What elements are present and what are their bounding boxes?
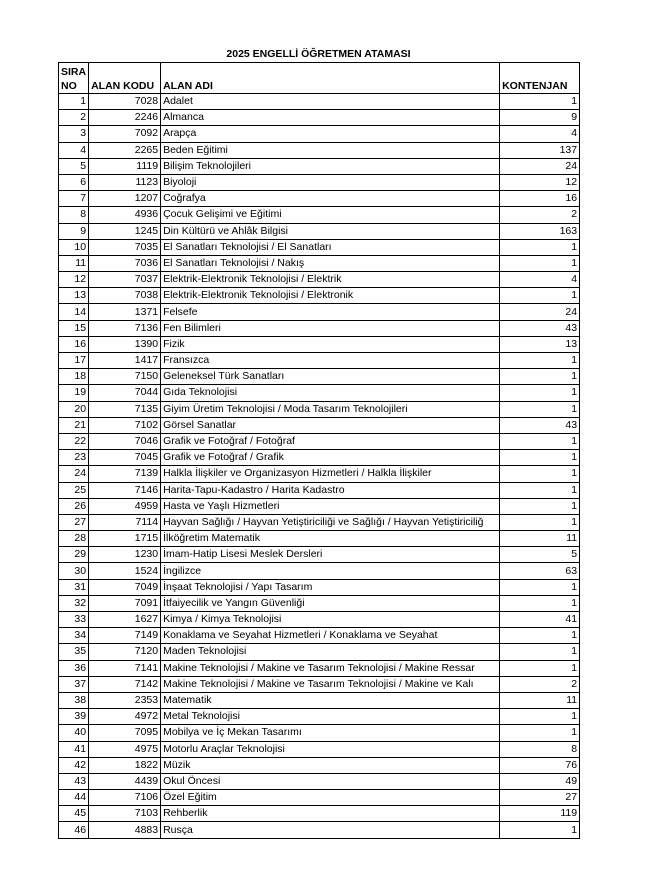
row-sira-no: 30 [59,563,89,579]
row-kontenjan: 1 [500,498,580,514]
row-alan-adi: Harita-Tapu-Kadastro / Harita Kadastro [161,482,500,498]
row-alan-kodu: 7146 [89,482,161,498]
row-alan-adi: Beden Eğitimi [161,142,500,158]
row-alan-kodu: 1390 [89,336,161,352]
header-row [59,63,580,94]
row-alan-kodu: 7049 [89,579,161,595]
row-alan-adi: Metal Teknolojisi [161,709,500,725]
row-alan-adi: Mobilya ve İç Mekan Tasarımı [161,725,500,741]
table-row [59,563,580,579]
table-row [59,709,580,725]
table-row [59,822,580,838]
row-alan-adi: Bilişim Teknolojileri [161,158,500,174]
row-alan-kodu: 1245 [89,223,161,239]
row-kontenjan: 27 [500,790,580,806]
row-sira-no: 5 [59,158,89,174]
row-kontenjan: 5 [500,547,580,563]
table-row [59,174,580,190]
row-alan-adi: Fen Bilimleri [161,320,500,336]
row-alan-kodu: 7135 [89,401,161,417]
table-row [59,433,580,449]
row-alan-adi: Giyim Üretim Teknolojisi / Moda Tasarım Teknolojileri [161,401,500,417]
row-sira-no: 2 [59,110,89,126]
table-row [59,595,580,611]
row-sira-no: 15 [59,320,89,336]
row-alan-adi: İnşaat Teknolojisi / Yapı Tasarım [161,579,500,595]
table-row [59,142,580,158]
table-row [59,660,580,676]
row-alan-adi: Hasta ve Yaşlı Hizmetleri [161,498,500,514]
header-kontenjan: KONTENJAN [500,63,580,94]
row-sira-no: 3 [59,126,89,142]
row-alan-kodu: 1822 [89,757,161,773]
row-alan-kodu: 7136 [89,320,161,336]
row-sira-no: 7 [59,191,89,207]
table-row [59,272,580,288]
table-row [59,207,580,223]
row-alan-adi: Motorlu Araçlar Teknolojisi [161,741,500,757]
table-row [59,110,580,126]
row-sira-no: 1 [59,94,89,110]
row-kontenjan: 1 [500,353,580,369]
table-row [59,239,580,255]
row-kontenjan: 76 [500,757,580,773]
row-kontenjan: 1 [500,725,580,741]
row-kontenjan: 24 [500,304,580,320]
row-sira-no: 9 [59,223,89,239]
table-row [59,612,580,628]
row-alan-kodu: 4975 [89,741,161,757]
row-kontenjan: 12 [500,174,580,190]
row-sira-no: 23 [59,450,89,466]
row-kontenjan: 119 [500,806,580,822]
row-sira-no: 24 [59,466,89,482]
row-kontenjan: 43 [500,417,580,433]
row-sira-no: 21 [59,417,89,433]
row-sira-no: 14 [59,304,89,320]
row-alan-kodu: 4936 [89,207,161,223]
row-alan-adi: Felsefe [161,304,500,320]
row-kontenjan: 24 [500,158,580,174]
table-row [59,790,580,806]
row-alan-kodu: 4883 [89,822,161,838]
row-kontenjan: 1 [500,628,580,644]
row-kontenjan: 1 [500,822,580,838]
table-row [59,450,580,466]
row-alan-kodu: 7141 [89,660,161,676]
row-alan-adi: Makine Teknolojisi / Makine ve Tasarım Teknolojisi / Makine Ressar [161,660,500,676]
row-kontenjan: 1 [500,595,580,611]
row-alan-adi: Grafik ve Fotoğraf / Fotoğraf [161,433,500,449]
row-alan-adi: Okul Öncesi [161,773,500,789]
row-alan-kodu: 7106 [89,790,161,806]
row-kontenjan: 4 [500,272,580,288]
row-sira-no: 45 [59,806,89,822]
document-title: 2025 ENGELLİ ÖĞRETMEN ATAMASI [226,48,411,60]
row-kontenjan: 13 [500,336,580,352]
table-row [59,336,580,352]
table-row [59,466,580,482]
row-alan-adi: Çocuk Gelişimi ve Eğitimi [161,207,500,223]
row-sira-no: 12 [59,272,89,288]
row-alan-kodu: 2353 [89,692,161,708]
row-kontenjan: 1 [500,579,580,595]
table-row [59,741,580,757]
row-sira-no: 13 [59,288,89,304]
table-row [59,531,580,547]
header-no-label: NO [61,80,77,92]
row-alan-adi: Biyoloji [161,174,500,190]
table-row [59,773,580,789]
row-alan-adi: Grafik ve Fotoğraf / Grafik [161,450,500,466]
row-kontenjan: 1 [500,94,580,110]
row-alan-adi: Halkla İlişkiler ve Organizasyon Hizmetleri / Halkla İlişkiler [161,466,500,482]
row-alan-adi: Kimya / Kimya Teknolojisi [161,612,500,628]
row-sira-no: 38 [59,692,89,708]
row-kontenjan: 2 [500,676,580,692]
row-alan-adi: İmam-Hatip Lisesi Meslek Dersleri [161,547,500,563]
row-alan-kodu: 7092 [89,126,161,142]
row-alan-adi: İngilizce [161,563,500,579]
table-row [59,401,580,417]
row-alan-adi: Adalet [161,94,500,110]
row-alan-kodu: 1119 [89,158,161,174]
row-alan-adi: Almanca [161,110,500,126]
header-alan-kodu: ALAN KODU [89,63,161,94]
row-sira-no: 16 [59,336,89,352]
row-alan-kodu: 4959 [89,498,161,514]
row-alan-kodu: 7095 [89,725,161,741]
row-alan-kodu: 7046 [89,433,161,449]
table-body [59,94,580,839]
table-row [59,725,580,741]
row-kontenjan: 1 [500,401,580,417]
row-kontenjan: 49 [500,773,580,789]
table-row [59,94,580,110]
table-row [59,482,580,498]
row-alan-adi: Din Kültürü ve Ahlâk Bilgisi [161,223,500,239]
row-kontenjan: 1 [500,288,580,304]
row-kontenjan: 1 [500,369,580,385]
row-sira-no: 19 [59,385,89,401]
row-alan-adi: İlköğretim Matematik [161,531,500,547]
row-kontenjan: 41 [500,612,580,628]
row-sira-no: 35 [59,644,89,660]
row-sira-no: 31 [59,579,89,595]
row-alan-adi: Rusça [161,822,500,838]
table-row [59,385,580,401]
row-alan-kodu: 2246 [89,110,161,126]
row-kontenjan: 1 [500,466,580,482]
row-alan-kodu: 1230 [89,547,161,563]
row-kontenjan: 9 [500,110,580,126]
row-kontenjan: 1 [500,514,580,530]
table-row [59,417,580,433]
row-kontenjan: 137 [500,142,580,158]
row-alan-kodu: 7035 [89,239,161,255]
row-alan-adi: İtfaiyecilik ve Yangın Güvenliği [161,595,500,611]
row-alan-kodu: 1371 [89,304,161,320]
row-kontenjan: 1 [500,450,580,466]
row-alan-kodu: 1417 [89,353,161,369]
row-alan-kodu: 1123 [89,174,161,190]
row-alan-kodu: 1627 [89,612,161,628]
row-sira-no: 27 [59,514,89,530]
row-kontenjan: 1 [500,709,580,725]
row-sira-no: 22 [59,433,89,449]
row-sira-no: 36 [59,660,89,676]
row-sira-no: 34 [59,628,89,644]
row-alan-kodu: 7037 [89,272,161,288]
row-alan-kodu: 4439 [89,773,161,789]
row-sira-no: 39 [59,709,89,725]
row-alan-adi: El Sanatları Teknolojisi / El Sanatları [161,239,500,255]
allocation-table [58,62,580,839]
row-alan-kodu: 4972 [89,709,161,725]
row-kontenjan: 1 [500,239,580,255]
row-sira-no: 6 [59,174,89,190]
row-alan-kodu: 7028 [89,94,161,110]
row-alan-adi: Fizik [161,336,500,352]
table-row [59,757,580,773]
row-alan-kodu: 7091 [89,595,161,611]
row-alan-kodu: 7142 [89,676,161,692]
row-alan-adi: Elektrik-Elektronik Teknolojisi / Elektrik [161,272,500,288]
row-kontenjan: 11 [500,692,580,708]
row-kontenjan: 11 [500,531,580,547]
row-alan-kodu: 1524 [89,563,161,579]
row-alan-adi: Rehberlik [161,806,500,822]
header-sira-label: SIRA [61,66,87,78]
row-sira-no: 29 [59,547,89,563]
row-alan-adi: Arapça [161,126,500,142]
row-kontenjan: 43 [500,320,580,336]
row-alan-kodu: 7149 [89,628,161,644]
row-kontenjan: 163 [500,223,580,239]
table-row [59,255,580,271]
row-alan-kodu: 7045 [89,450,161,466]
row-kontenjan: 16 [500,191,580,207]
row-kontenjan: 2 [500,207,580,223]
row-kontenjan: 1 [500,385,580,401]
row-sira-no: 33 [59,612,89,628]
row-sira-no: 44 [59,790,89,806]
row-alan-kodu: 2265 [89,142,161,158]
header-sira-no [59,63,89,94]
row-sira-no: 20 [59,401,89,417]
table-row [59,304,580,320]
row-sira-no: 10 [59,239,89,255]
table-row [59,644,580,660]
table-row [59,288,580,304]
row-alan-kodu: 7103 [89,806,161,822]
row-kontenjan: 1 [500,644,580,660]
row-alan-adi: Konaklama ve Seyahat Hizmetleri / Konaklama ve Seyahat [161,628,500,644]
table-row [59,126,580,142]
table-row [59,692,580,708]
table-row [59,320,580,336]
row-kontenjan: 1 [500,433,580,449]
row-alan-kodu: 7139 [89,466,161,482]
header-alan-adi: ALAN ADI [161,63,500,94]
row-alan-adi: Görsel Sanatlar [161,417,500,433]
row-sira-no: 26 [59,498,89,514]
row-sira-no: 32 [59,595,89,611]
row-sira-no: 28 [59,531,89,547]
row-sira-no: 37 [59,676,89,692]
row-alan-adi: Coğrafya [161,191,500,207]
row-alan-adi: Fransızca [161,353,500,369]
row-sira-no: 43 [59,773,89,789]
row-alan-kodu: 7114 [89,514,161,530]
row-alan-adi: Müzik [161,757,500,773]
table-row [59,514,580,530]
row-alan-adi: El Sanatları Teknolojisi / Nakış [161,255,500,271]
row-kontenjan: 63 [500,563,580,579]
row-sira-no: 25 [59,482,89,498]
row-kontenjan: 8 [500,741,580,757]
row-sira-no: 42 [59,757,89,773]
table-row [59,369,580,385]
row-sira-no: 18 [59,369,89,385]
row-alan-kodu: 7120 [89,644,161,660]
row-kontenjan: 1 [500,660,580,676]
table-row [59,628,580,644]
table-row [59,579,580,595]
row-kontenjan: 1 [500,255,580,271]
row-alan-kodu: 7036 [89,255,161,271]
table-row [59,676,580,692]
row-alan-adi: Maden Teknolojisi [161,644,500,660]
row-kontenjan: 1 [500,482,580,498]
row-alan-kodu: 1715 [89,531,161,547]
row-alan-adi: Geleneksel Türk Sanatları [161,369,500,385]
table-row [59,547,580,563]
row-alan-adi: Elektrik-Elektronik Teknolojisi / Elektronik [161,288,500,304]
table-row [59,498,580,514]
table-row [59,223,580,239]
row-sira-no: 4 [59,142,89,158]
table-row [59,353,580,369]
row-alan-kodu: 7102 [89,417,161,433]
row-sira-no: 41 [59,741,89,757]
table-row [59,806,580,822]
row-alan-adi: Hayvan Sağlığı / Hayvan Yetiştiriciliği ve Sağlığı / Hayvan Yetiştiriciliğ [161,514,500,530]
table-row [59,158,580,174]
row-kontenjan: 4 [500,126,580,142]
row-alan-kodu: 7044 [89,385,161,401]
row-alan-adi: Makine Teknolojisi / Makine ve Tasarım Teknolojisi / Makine ve Kalı [161,676,500,692]
row-sira-no: 8 [59,207,89,223]
row-sira-no: 17 [59,353,89,369]
row-alan-kodu: 1207 [89,191,161,207]
row-alan-kodu: 7038 [89,288,161,304]
row-alan-adi: Gıda Teknolojisi [161,385,500,401]
row-sira-no: 11 [59,255,89,271]
row-alan-adi: Özel Eğitim [161,790,500,806]
row-sira-no: 40 [59,725,89,741]
row-alan-adi: Matematik [161,692,500,708]
table-row [59,191,580,207]
row-alan-kodu: 7150 [89,369,161,385]
row-sira-no: 46 [59,822,89,838]
